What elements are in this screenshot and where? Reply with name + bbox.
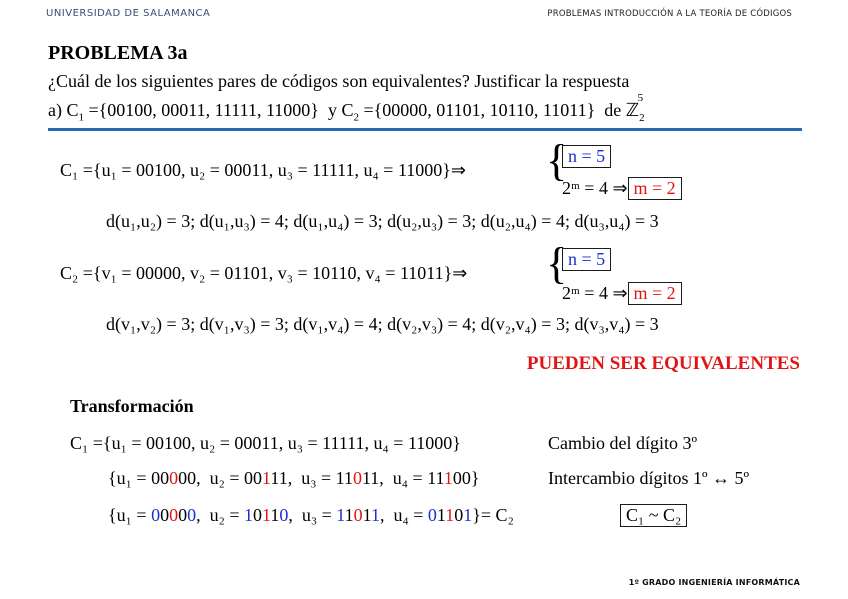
problem-statement: a) $C_1 =\{00100$, 00011, 11111, 11000} y $C_2 =\{00000$, 01101, 10110, 11011} de ℤ$_2^5$: [48, 92, 645, 124]
transform-step-1: C₁ ={u₁ = 00100, u₂ = 00011, u₃ = 11111, u₄ = 11000}: [70, 433, 461, 453]
c2-parameters: [546, 239, 706, 306]
equals-c2: = C₂: [480, 505, 514, 525]
transform-step-2-note: Intercambio dígitos 1º ↔ 5º: [548, 468, 750, 488]
section-divider: [48, 128, 802, 131]
c2-two-m: 2ᵐ = 4 ⇒: [562, 283, 628, 303]
cases-brace: {: [546, 239, 568, 288]
c1-n-box: n = 5: [562, 145, 611, 168]
header-course: PROBLEMAS INTRODUCCIÓN A LA TEORÍA DE CÓDIGOS: [547, 9, 792, 19]
c1-two-m: 2ᵐ = 4 ⇒: [562, 178, 628, 198]
footer-degree: 1º GRADO INGENIERÍA INFORMÁTICA: [628, 578, 800, 587]
c1-distances: d(u₁,u₂) = 3; d(u₁,u₃) = 4; d(u₁,u₄) = 3; d(u₂,u₃) = 3; d(u₂,u₄) = 4; d(u₃,u₄) = 3: [106, 211, 659, 231]
c1-set-definition: C₁ ={u₁ = 00100, u₂ = 00011, u₃ = 11111, u₄ = 11000}⇒: [60, 160, 466, 180]
c1-m-box: m = 2: [628, 177, 682, 200]
equivalence-conclusion-box: C₁ ~ C₂: [620, 504, 687, 527]
c2-distances: d(v₁,v₂) = 3; d(v₁,v₃) = 3; d(v₁,v₄) = 4; d(v₂,v₃) = 4; d(v₂,v₄) = 3; d(v₃,v₄) = 3: [106, 314, 659, 334]
c2-m-box: m = 2: [628, 282, 682, 305]
problem-question: ¿Cuál de los siguientes pares de códigos son equivalentes? Justificar la respuesta: [48, 71, 630, 91]
c2-n-box: n = 5: [562, 248, 611, 271]
c1-parameters: [546, 136, 706, 203]
transformation-heading: Transformación: [70, 396, 194, 416]
problem-title: PROBLEMA 3a: [48, 42, 188, 64]
cases-brace: {: [546, 136, 568, 185]
transform-step-2: {u₁ = 00000, u₂ = 00111, u₃ = 11011, u₄ = 11100}: [108, 468, 480, 488]
c2-set-definition: C₂ ={v₁ = 00000, v₂ = 01101, v₃ = 10110, v₄ = 11011}⇒: [60, 263, 468, 283]
equivalence-result: PUEDEN SER EQUIVALENTES: [526, 353, 800, 374]
header-university: UNIVERSIDAD DE SALAMANCA: [46, 8, 211, 19]
transform-step-3: {u₁ = 00000, u₂ = 10110, u₃ = 11011, u₄ = 01101}= C₂: [108, 505, 514, 525]
transform-step-1-note: Cambio del dígito 3º: [548, 433, 698, 453]
